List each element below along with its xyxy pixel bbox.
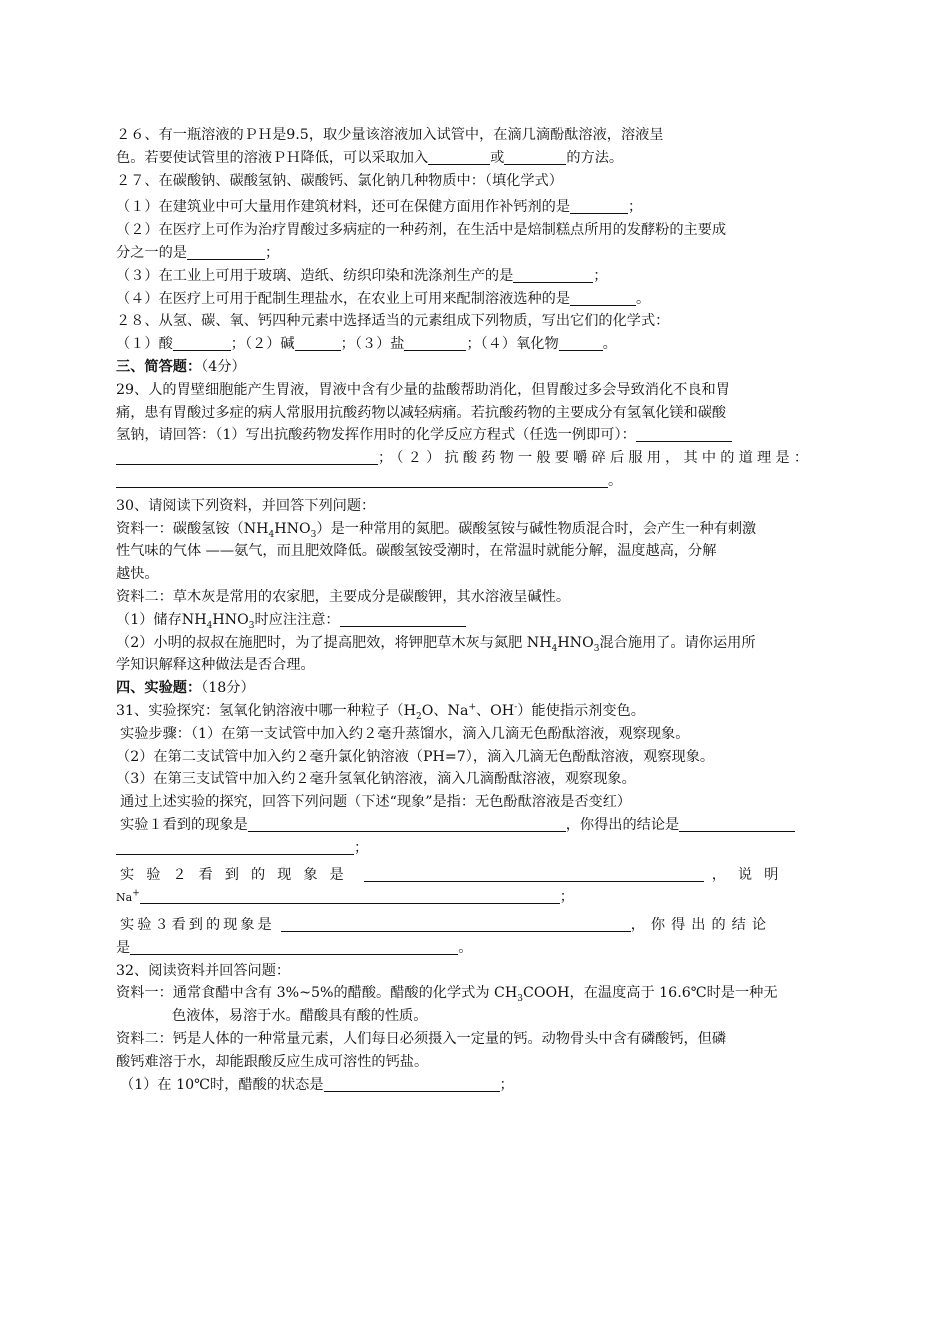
q30-material2: 资料二：草木灰是常用的农家肥，主要成分是碳酸钾，其水溶液呈碱性。 [116,588,571,605]
answer-blank[interactable] [504,148,566,165]
answer-blank[interactable] [679,815,795,832]
answer-blank[interactable] [295,334,341,351]
q29-line1: 29、人的胃壁细胞能产生胃液，胃液中含有少量的盐酸帮助消化，但胃酸过多会导致消化不良和胃 [116,381,730,398]
q29-line5: 。 [116,470,840,493]
q31-intro: 通过上述实验的探究，回答下列问题（下述“现象”是指：无色酚酞溶液是否变红） [120,794,632,811]
q27-item2-line1: （２）在医疗上可作为治疗胃酸过多病症的一种药剂，在生活中是焙制糕点所用的发酵粉的主要成 [116,222,727,239]
answer-blank[interactable] [340,610,466,627]
section-3-heading: 三、简答题：（4分） [116,358,246,375]
q26-line1: ２６、有一瓶溶液的ＰＨ是9.5，取少量该溶液加入试管中，在滴几滴酚酞溶液，溶液呈 [116,127,664,143]
q30-sub2-line2: 学知识解释这种做法是否合理。 [116,657,315,674]
answer-blank[interactable] [513,266,593,283]
answer-blank[interactable] [428,148,490,165]
q31-exp1-line2: ； [116,837,840,860]
q28-title: ２８、从氢、碳、氧、钙四种元素中选择适当的元素组成下列物质，写出它们的化学式： [116,313,670,330]
answer-blank[interactable] [116,471,608,488]
q27-item2-line2: 分之一的是 ； [116,244,280,261]
answer-blank[interactable] [187,243,265,260]
q31-exp1-line1: 实验１看到的现象是 ，你得出的结论是 [116,814,840,837]
answer-blank[interactable] [116,838,354,855]
q31-title: 31、实验探究：氢氧化钠溶液中哪一种粒子（$H_2O$、Na+、OH-）能使指示剂变色。 [116,702,645,722]
answer-blank[interactable] [324,1075,500,1092]
answer-blank[interactable] [140,887,560,904]
q32-material2-line1: 资料二：钙是人体的一种常量元素，人们每日必须摄入一定量的钙。动物骨头中含有磷酸钙，但磷 [116,1031,727,1048]
q32-material2-line2: 酸钙难溶于水，却能跟酸反应生成可溶性的钙盐。 [116,1053,429,1070]
answer-blank[interactable] [404,334,466,351]
answer-blank[interactable] [570,289,636,306]
answer-blank[interactable] [559,334,603,351]
answer-blank[interactable] [281,915,631,932]
answer-blank[interactable] [173,334,231,351]
q31-exp2-line1: 实验２看到的现象是 ，说明 [120,866,791,883]
section-4-heading: 四、实验题：（18分） [116,680,255,697]
q30-material1-line1: 资料一：碳酸氢铵$(NH_4HNO_3)$是一种常用的氮肥。碳酸氢铵与碱性物质混合时，会产生一种有刺激 [116,520,757,540]
q26-line2: 色。若要使试管里的溶液ＰＨ降低，可以采取加入 或 的方法。 [116,149,624,166]
q31-exp3-line1: 实验３看到的现象是 ，你得出的结论 [120,917,773,934]
q32-material1-line2: 色液体，易溶于水。醋酸具有酸的性质。 [172,1008,428,1025]
q27-item3: （３）在工业上可用于玻璃、造纸、纺织印染和洗涤剂生产的是 ； [116,267,608,284]
answer-blank[interactable] [636,425,732,442]
q28-answers: （１）酸 ；（２）碱 ；（３）盐 ；（４）氧化物 。 [116,336,617,353]
q30-sub2: （2）小明的叔叔在施肥时，为了提高肥效，将钾肥草木灰与氮肥 $NH_4HNO_3$混合施用了。请你运用所 [116,634,756,654]
q31-step2: （2）在第二支试管中加入约２毫升氯化钠溶液（PH=7），滴入几滴无色酚酞溶液，观察现象。 [116,748,715,765]
q29-line3: 氢钠，请回答：（1）写出抗酸药物发挥作用时的化学反应方程式（任选一例即可）： [116,424,840,447]
exam-page [116,124,840,1096]
q30-material1-line3: 越快。 [116,566,159,583]
answer-blank[interactable] [116,448,378,465]
q27-title: ２７、在碳酸钠、碳酸氢钠、碳酸钙、氯化钠几种物质中：（填化学式） [116,172,563,189]
q32-title: 32、阅读资料并回答问题： [116,962,291,979]
q29-line4: ；（２）抗酸药物一般要嚼碎后服用，其中的道理是： [116,447,840,470]
q30-title: 30、请阅读下列资料，并回答下列问题： [116,497,376,514]
q27-item1: （１）在建筑业中可大量用作建筑材料，还可在保健方面用作补钙剂的是 ； [116,199,643,216]
answer-blank[interactable] [248,815,566,832]
q27-item4: （４）在医疗上可用于配制生理盐水，在农业上可用来配制溶液选种的是 。 [116,290,651,307]
q30-material1-line2: 性气味的气体 ——氨气，而且肥效降低。碳酸氢铵受潮时，在常温时就能分解，温度越高，分解 [116,543,717,560]
answer-blank[interactable] [570,197,628,214]
answer-blank[interactable] [364,865,704,882]
q30-sub1: （1）储存$NH_4HNO_3$时应注注意： [116,609,840,632]
q31-exp2-line2: Na+ ； [116,888,574,906]
q31-step1: 实验步骤：（1）在第一支试管中加入约２毫升蒸馏水，滴入几滴无色酚酞溶液，观察现象。 [120,725,690,742]
q31-exp3-line2: 是 。 [116,939,473,956]
q32-sub1: （1）在 10℃时，醋酸的状态是 ； [120,1076,514,1093]
q29-line2: 痛，患有胃酸过多症的病人常服用抗酸药物以减轻病痛。若抗酸药物的主要成分有氢氧化镁和碳酸 [116,404,727,421]
answer-blank[interactable] [130,938,458,955]
q32-material1-line1: 资料一：通常食醋中含有 3%~5%的醋酸。醋酸的化学式为 $CH_3COOH$，在温度高于 16.6℃时是一种无 [116,985,778,1005]
q31-step3: （3）在第三支试管中加入约２毫升氢氧化钠溶液，滴入几滴酚酞溶液，观察现象。 [116,771,636,788]
